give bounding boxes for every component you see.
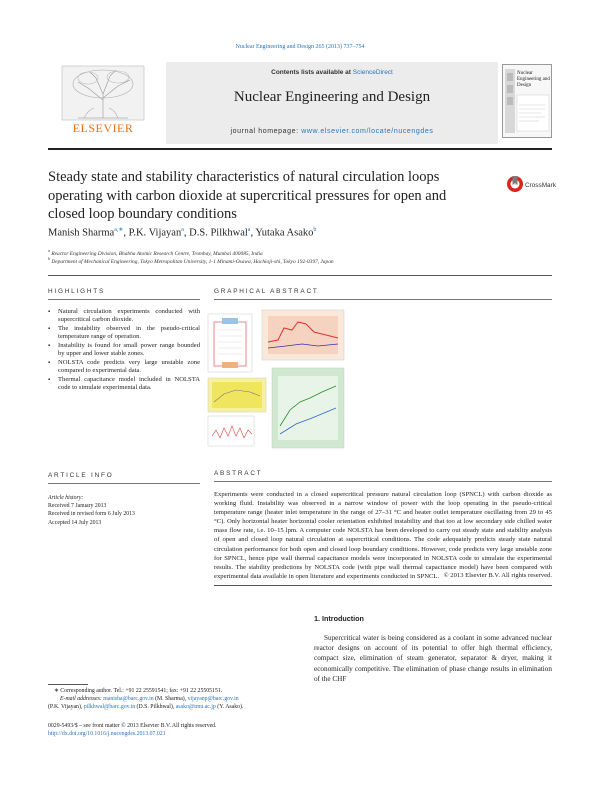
journal-homepage	[166, 128, 498, 135]
article-info-rule	[48, 483, 200, 484]
crossmark-badge[interactable]	[506, 172, 556, 196]
footnote-rule	[48, 684, 88, 685]
highlights-list	[48, 308, 200, 393]
corresponding-author-footnote	[48, 687, 304, 711]
affiliation-marker: a	[48, 248, 50, 253]
highlight-item: ▪ The instability observed in the pseudo-critical temperature range of operation.	[48, 325, 200, 341]
article-history	[48, 494, 135, 527]
contents-line	[166, 69, 498, 76]
contents-prefix: Contents lists available at	[271, 69, 353, 76]
graphical-abstract-rule	[214, 299, 552, 300]
author-affil-marker[interactable]: a,∗	[114, 227, 124, 233]
article-info-heading: ARTICLE INFO	[48, 472, 114, 479]
email-label: E-mail addresses:	[60, 696, 102, 703]
elsevier-logo[interactable]	[48, 64, 158, 138]
oscillation-plot-panel	[208, 416, 254, 446]
corresponding-author-line: ∗ Corresponding author. Tel.: +91 22 25591541; fax: +91 22 25505151.	[54, 688, 223, 694]
journal-cover-thumbnail[interactable]	[502, 64, 552, 138]
affiliation-text: Department of Mechanical Engineering, Tokyo Metropolitan University, 1-1 Minami-Osawa, Hachioji-shi, Tokyo 192-0397, Japan	[51, 258, 334, 265]
banner-center	[166, 62, 498, 144]
history-label: Article history:	[48, 495, 84, 501]
author-separator: ,	[183, 227, 190, 239]
stability-map-panel	[208, 378, 266, 412]
abstract-heading: ABSTRACT	[214, 470, 263, 477]
crossmark-label: CrossMark	[525, 182, 556, 189]
homepage-label: journal homepage:	[230, 128, 302, 135]
author-affil-marker[interactable]: a	[181, 227, 184, 233]
email-link[interactable]: asako@tmu.ac.jp	[175, 704, 216, 711]
affiliation-b	[48, 256, 334, 265]
loop-schematic-panel	[208, 314, 252, 372]
graphical-abstract-heading: GRAPHICAL ABSTRACT	[214, 288, 319, 295]
heat-flux-panel	[272, 368, 344, 448]
crossmark-icon	[507, 176, 523, 192]
elsevier-wordmark: ELSEVIER	[72, 121, 134, 135]
cover-title: Nuclear Engineering and Design	[517, 71, 550, 88]
introduction-body: Supercritical water is being considered as a coolant in some advanced nuclear reactor designs on account of its potential to offer high thermal efficiency, compact size, elimination of steam generator, separator & dryer, making it economically competitive. The elimination of phase change results in elimination of the CHF	[314, 634, 552, 683]
affiliation-divider	[48, 275, 552, 276]
running-header[interactable]: Nuclear Engineering and Design 265 (2013) 737–754	[235, 44, 365, 50]
graphical-abstract-figure[interactable]	[206, 306, 346, 452]
email-owner: (P.K. Vijayan),	[48, 704, 84, 711]
banner-divider	[48, 148, 552, 150]
highlights-heading: HIGHLIGHTS	[48, 288, 106, 295]
email-link[interactable]: manisha@barc.gov.in	[103, 696, 154, 703]
email-link[interactable]: vijayanp@barc.gov.in	[187, 696, 239, 703]
author-name[interactable]: P.K. Vijayan	[128, 227, 182, 239]
author-list	[48, 226, 316, 239]
email-line	[48, 695, 304, 703]
copyright-notice: © 2013 Elsevier B.V. All rights reserved.	[443, 572, 552, 579]
author-name[interactable]: D.S. Pilkhwal	[189, 227, 248, 239]
author-separator: ,	[123, 227, 129, 239]
sciencedirect-link[interactable]: ScienceDirect	[352, 69, 393, 76]
accepted-date: Accepted 14 July 2013	[48, 519, 102, 526]
elsevier-tree-icon	[62, 66, 144, 120]
affiliation-text: Reactor Engineering Division, Bhabha Atomic Research Centre, Trombay, Mumbai 400085, India	[51, 250, 263, 257]
temperature-plot-panel	[262, 310, 344, 360]
email-line-2	[48, 703, 304, 711]
author-affil-marker[interactable]: b	[313, 227, 317, 233]
revised-date: Received in revised form 6 July 2013	[48, 511, 135, 518]
email-owner: (D.S. Pilkhwal),	[135, 704, 176, 711]
article-title: Steady state and stability characteristics of natural circulation loops operating with carbon dioxide at supercritical pressures for open and closed loop boundary conditions	[48, 169, 447, 222]
affiliation-marker: b	[48, 256, 50, 261]
highlight-item: ▪ Thermal capacitance model included in NOLSTA code to simulate experimental data.	[48, 376, 200, 392]
author-affil-marker[interactable]: a	[247, 227, 251, 233]
doi-link[interactable]: http://dx.doi.org/10.1016/j.nucengdes.2013.07.021	[48, 731, 166, 738]
abstract-bottom-rule	[214, 585, 552, 586]
front-matter-imprint	[48, 722, 217, 738]
highlight-item: ▪ Instability is found for small power range bounded by upper and lower stable zones.	[48, 342, 200, 358]
abstract-body: Experiments were conducted in a closed supercritical pressure natural circulation loop (SPNCL) with carbon dioxide as working fluid. Instability was observed in a narrow window of power with the loop operating in the pseudo-critical temperature range (heater inlet temperature in the range of 27–31 °C and heater outlet temperature oscillating from 29 to 45 °C). Only horizontal heater horizontal cooler orientation exhibited instability and that too at low secondary side chilled water mass flow rate, i.e. 10–15 lpm. A computer code NOLSTA has been developed to carry out steady state and stability analysis of open and closed loop natural circulation at supercritical conditions. The code adequately predicts steady state natural circulation performance for both open and closed loop boundary conditions. However, code predicts very large unstable zone for SPNCL, hence pipe wall thermal capacitance models were incorporated in NOLSTA code to simulate the experimental results. The stability predictions by NOLSTA code (with pipe wall thermal capacitance model) have been compared with experimental data available in open literature and experiments conducted in SPNCL.	[214, 491, 552, 580]
homepage-link[interactable]: www.elsevier.com/locate/nucengdes	[301, 128, 434, 135]
abstract-rule	[214, 481, 552, 482]
issn-line: 0029-5493/$ – see front matter © 2013 Elsevier B.V. All rights reserved.	[48, 723, 217, 729]
author-separator: ,	[250, 227, 256, 239]
journal-name: Nuclear Engineering and Design	[233, 89, 431, 105]
email-link[interactable]: pilkhwal@barc.gov.in	[83, 704, 136, 711]
received-date: Received 7 January 2013	[48, 503, 107, 510]
author-name[interactable]: Yutaka Asako	[255, 227, 314, 239]
highlight-item: ▪ NOLSTA code predicts very large unstable zone compared to experimental data.	[48, 359, 200, 375]
email-owner: (Y. Asako).	[215, 704, 244, 711]
author-name[interactable]: Manish Sharma	[48, 227, 115, 239]
journal-banner	[48, 62, 552, 144]
highlight-item: ▪ Natural circulation experiments conducted with supercritical carbon dioxide.	[48, 308, 200, 324]
highlights-rule	[48, 299, 200, 300]
introduction-heading: 1. Introduction	[314, 614, 364, 623]
email-owner: (M. Sharma),	[153, 696, 188, 703]
